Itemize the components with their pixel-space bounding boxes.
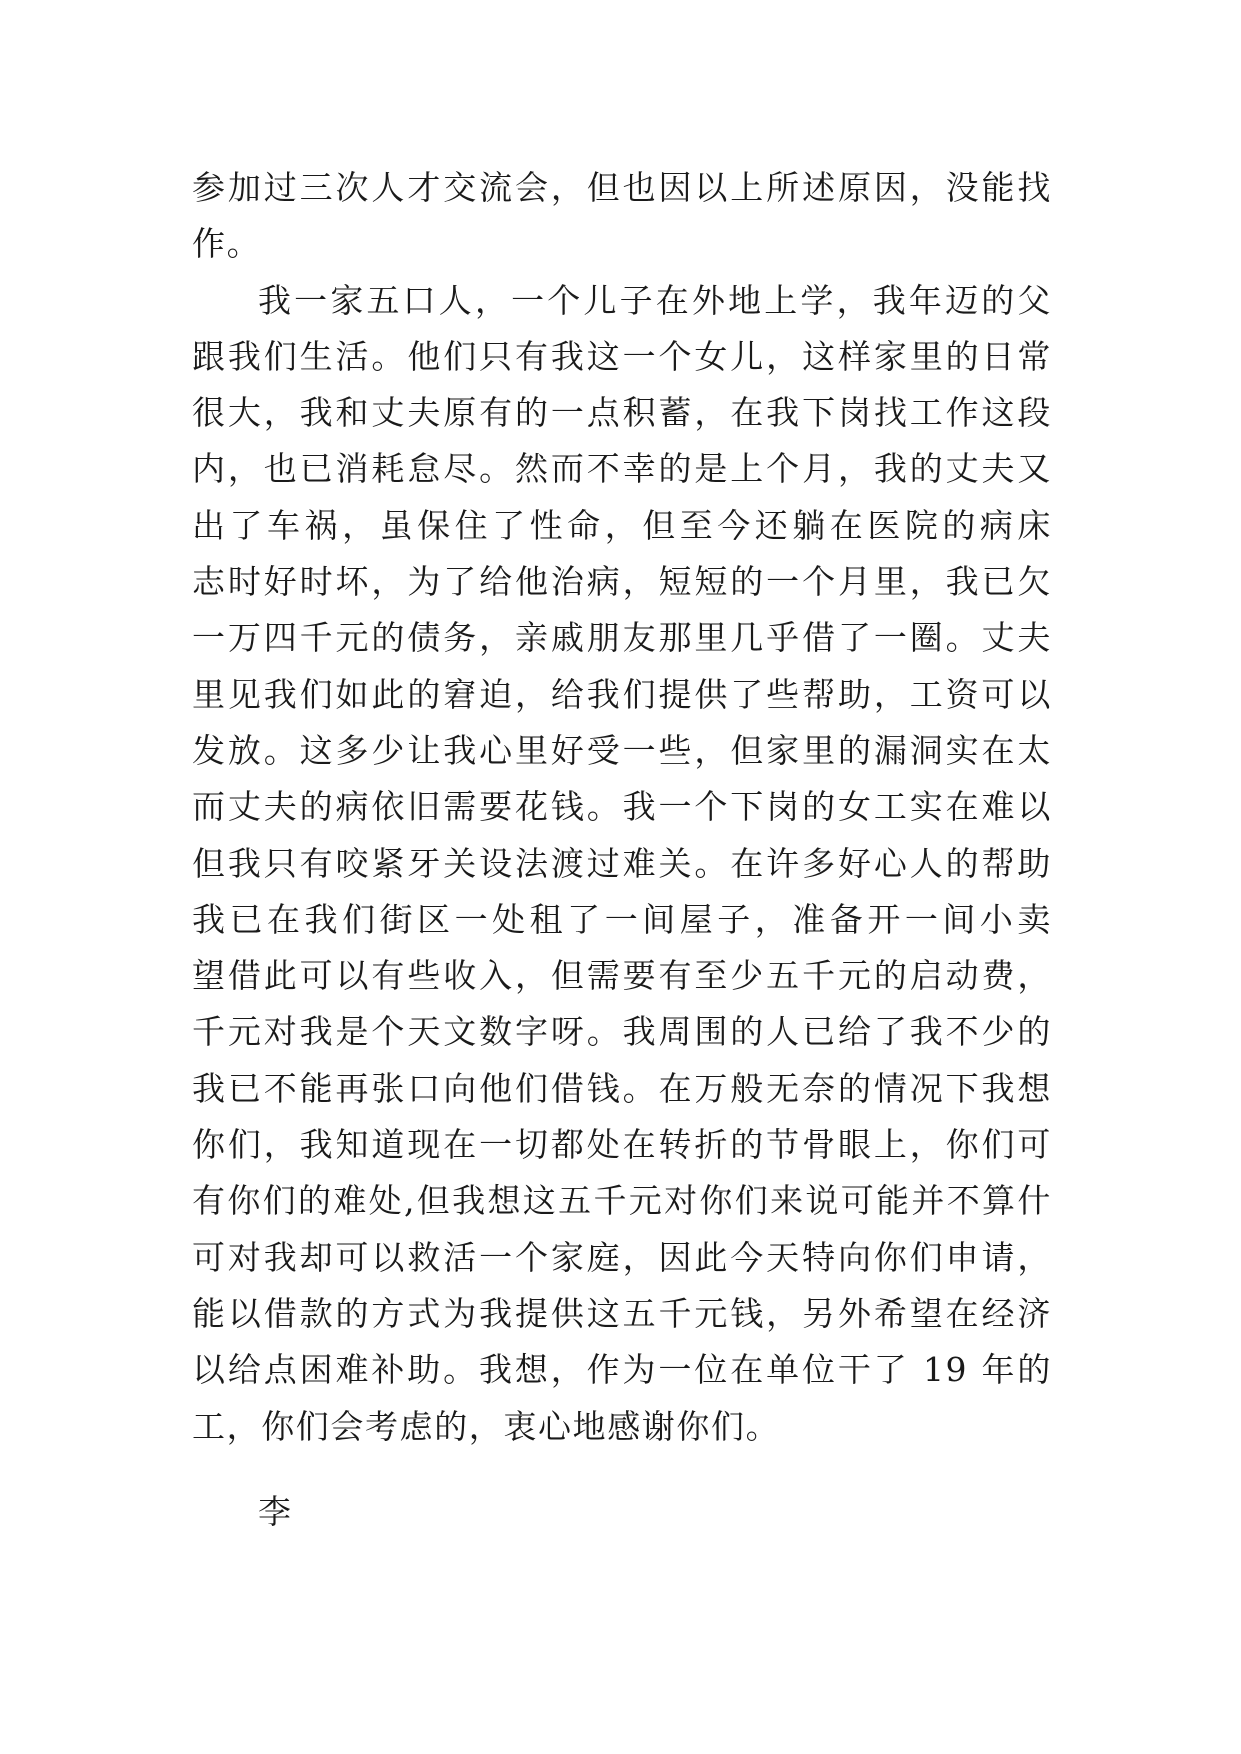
text-line: 很大，我和丈夫原有的一点积蓄，在我下岗找工作这段 [192,393,1052,433]
text-line: 作。 [192,224,262,264]
text-line: 但我只有咬紧牙关设法渡过难关。在许多好心人的帮助 [192,843,1052,883]
text-line: 一万四千元的债务，亲戚朋友那里几乎借了一圈。丈夫 [192,618,1052,658]
text-line: 内，也已消耗怠尽。然而不幸的是上个月，我的丈夫又 [192,449,1052,489]
text-line: 参加过三次人才交流会，但也因以上所述原因，没能找 [192,168,1052,207]
text-line: 工，你们会考虑的，衷心地感谢你们。 [192,1406,781,1446]
text-line: 我已不能再张口向他们借钱。在万般无奈的情况下我想 [192,1068,1052,1108]
letter-body [192,160,1052,1455]
text-line: 而丈夫的病依旧需要花钱。我一个下岗的女工实在难以 [192,787,1052,827]
paragraph-first-line: 我一家五口人，一个儿子在外地上学，我年迈的父 [258,280,1052,320]
text-line: 里见我们如此的窘迫，给我们提供了些帮助，工资可以 [192,674,1052,714]
text-line: 出了车祸，虽保住了性命，但至今还躺在医院的病床 [192,505,1052,545]
text-line: 可对我却可以救活一个家庭，因此今天特向你们申请， [192,1237,1052,1277]
text-line: 你们，我知道现在一切都处在转折的节骨眼上，你们可 [192,1125,1052,1165]
text-line: 以给点困难补助。我想，作为一位在单位干了 19 年的 [192,1350,1052,1390]
text-line: 志时好时坏，为了给他治病，短短的一个月里，我已欠 [192,562,1052,602]
text-line: 能以借款的方式为我提供这五千元钱，另外希望在经济 [192,1293,1052,1333]
text-line: 我已在我们街区一处租了一间屋子，准备开一间小卖 [192,899,1052,939]
text-line: 发放。这多少让我心里好受一些，但家里的漏洞实在太 [192,730,1052,770]
signature: 李 [258,1492,291,1531]
text-line: 千元对我是个天文数字呀。我周围的人已给了我不少的 [192,1012,1052,1052]
text-line: 跟我们生活。他们只有我这一个女儿，这样家里的日常 [192,336,1052,376]
text-line: 望借此可以有些收入，但需要有至少五千元的启动费， [192,956,1052,996]
text-line: 有你们的难处,但我想这五千元对你们来说可能并不算什 [192,1181,1052,1221]
